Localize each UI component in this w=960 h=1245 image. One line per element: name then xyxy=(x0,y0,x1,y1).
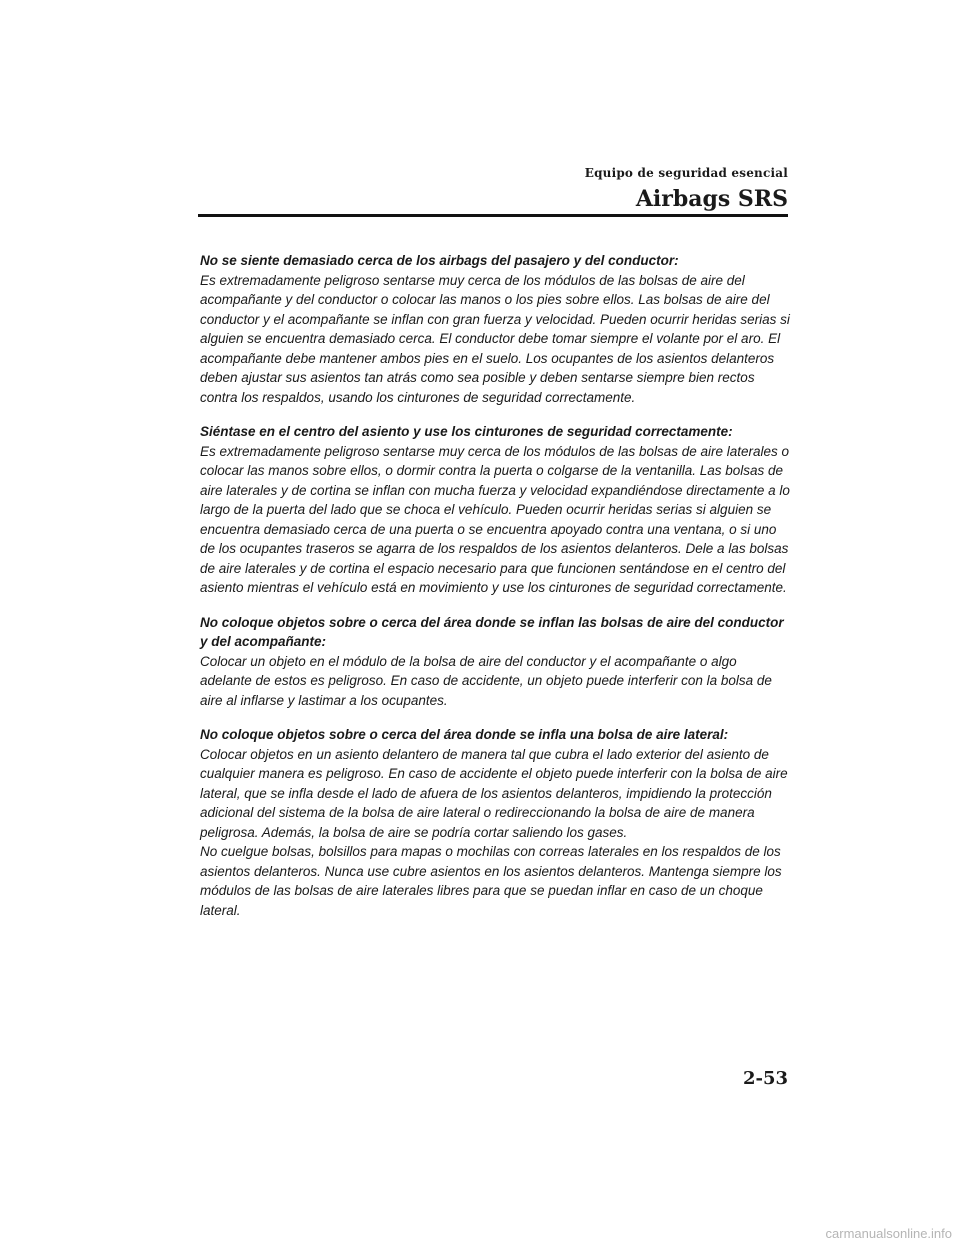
chapter-title: Airbags SRS xyxy=(635,186,788,212)
watermark-link[interactable]: carmanualsonline.info xyxy=(825,1226,952,1241)
page-header xyxy=(585,166,788,212)
warning-block xyxy=(200,251,790,407)
section-label: Equipo de seguridad esencial xyxy=(584,166,788,180)
warning-content xyxy=(200,251,790,935)
warning-body: Colocar un objeto en el módulo de la bolsa de aire del conductor y el acompañante o algo adelante de estos es peligroso. En caso de accidente, un objeto puede interferir con la bolsa de aire al inflarse y lastimar a los ocupantes. xyxy=(200,653,772,708)
page-number: 2-53 xyxy=(742,1068,788,1089)
header-divider xyxy=(198,214,788,217)
warning-body: Colocar objetos en un asiento delantero de manera tal que cubra el lado exterior del asiento de cualquier manera es peligroso. En caso de accidente el objeto puede interferir con la bolsa de aire lateral, que se infla desde el lado de afuera de los asientos delanteros, impidiendo la protección adicional del sistema de la bolsa de aire lateral o redireccionando la bolsa de aire de manera peligrosa. Además, la bolsa de aire se podría cortar saliendo los gases. No cuelgue bolsas, bolsillos para mapas o mochilas con correas laterales en los respaldos de los asientos delanteros. Nunca use cubre asientos en los asientos delanteros. Mantenga siempre los módulos de las bolsas de aire laterales libres para que se puedan inflar en caso de un choque lateral. xyxy=(200,746,788,918)
warning-body: Es extremadamente peligroso sentarse muy cerca de los módulos de las bolsas de aire del acompañante y del conductor o colocar las manos o los pies sobre ellos. Las bolsas de aire del conductor y el acompañante se inflan con gran fuerza y velocidad. Pueden ocurrir heridas serias si alguien se encuentra demasiado cerca. El conductor debe tomar siempre el volante por el aro. El acompañante debe mantener ambos pies en el suelo. Los ocupantes de los asientos delanteros deben ajustar sus asientos tan atrás como sea posible y deben sentarse siempre bien rectos contra los respaldos, usando los cinturones de seguridad correctamente. xyxy=(200,272,790,405)
warning-body: Es extremadamente peligroso sentarse muy cerca de los módulos de las bolsas de aire laterales o colocar las manos sobre ellos, o dormir contra la puerta o colgarse de la ventanilla. Las bolsas de aire laterales y de cortina se inflan con mucha fuerza y velocidad expandiéndose directamente a lo largo de la puerta del lado que se choca el vehículo. Pueden ocurrir heridas serias si alguien se encuentra demasiado cerca de una puerta o se encuentra apoyado contra una ventana, o si uno de los ocupantes traseros se agarra de los respaldos de los asientos delanteros. Dele a las bolsas de aire laterales y de cortina el espacio necesario para que funcionen sentándose en el centro del asiento mientras el vehículo está en movimiento y use los cinturones de seguridad correctamente. xyxy=(200,443,790,595)
warning-heading: No coloque objetos sobre o cerca del área donde se infla una bolsa de aire lateral: xyxy=(200,727,729,742)
warning-block xyxy=(200,422,790,598)
warning-block xyxy=(200,725,790,920)
warning-heading: Siéntase en el centro del asiento y use los cinturones de seguridad correctamente: xyxy=(200,424,733,439)
warning-block xyxy=(200,613,790,711)
warning-heading: No coloque objetos sobre o cerca del área donde se inflan las bolsas de aire del conductor y del acompañante: xyxy=(200,614,784,649)
warning-heading: No se siente demasiado cerca de los airbags del pasajero y del conductor: xyxy=(200,253,679,268)
